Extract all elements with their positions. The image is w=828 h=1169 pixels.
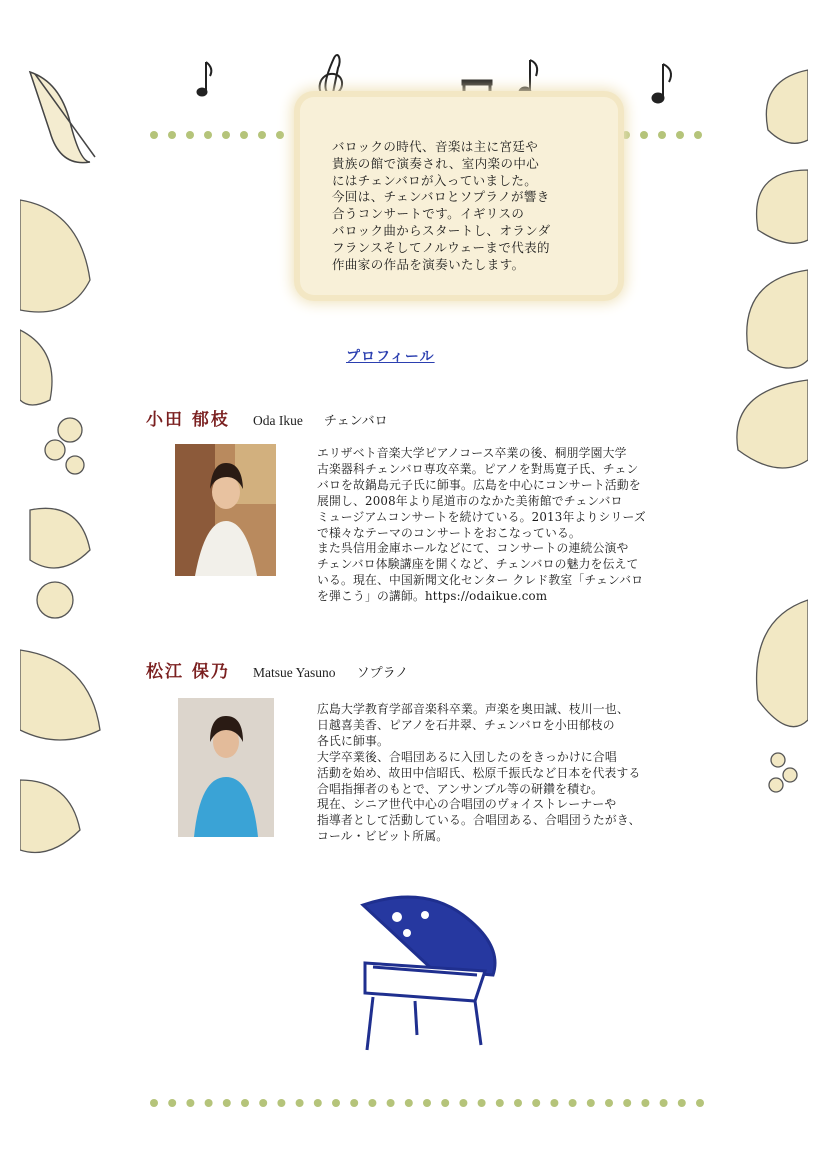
profile-heading: プロフィール	[346, 349, 435, 365]
grand-piano-icon	[345, 885, 515, 1065]
decorative-dot	[241, 1099, 249, 1107]
bio-line: 広島大学教育学部音楽科卒業。声楽を奥田誠、枝川一也、	[317, 702, 629, 716]
eighth-note-icon-2	[652, 64, 671, 103]
performer-name-line	[146, 657, 408, 682]
performer-photo	[175, 444, 276, 576]
decorative-dot	[223, 1099, 231, 1107]
decorative-dot	[514, 1099, 522, 1107]
decorative-dot	[478, 1099, 486, 1107]
bio-line: チェンバロ体験講座を開くなど、チェンバロの魅力を伝えて	[317, 557, 639, 572]
decorative-dot	[532, 1099, 540, 1107]
bio-line: 日越喜美香、ピアノを石井翠、チェンバロを小田郁枝の	[317, 717, 615, 732]
bio-line: エリザベト音楽大学ピアノコース卒業の後、桐朋学園大学	[317, 446, 627, 460]
decorative-dot	[605, 1099, 613, 1107]
bio-line: いる。現在、中国新聞文化センター クレド教室「チェンバロ	[317, 573, 644, 588]
decorative-dot	[423, 1099, 431, 1107]
bio-line: また呉信用金庫ホールなどにて、コンサートの連続公演や	[317, 541, 629, 556]
performer-bio	[317, 702, 640, 845]
performer-photo	[178, 698, 274, 837]
bio-line: 指導者として活動している。合唱団ある、合唱団うたがき、	[317, 813, 641, 828]
decorative-dot	[496, 1099, 504, 1107]
performer-role: ソプラノ	[356, 666, 409, 681]
decorative-dot	[387, 1099, 395, 1107]
performer-role: チェンバロ	[323, 414, 388, 429]
intro-line: 今回は、チェンバロとソプラノが響き	[332, 189, 550, 205]
decorative-dot	[186, 1099, 194, 1107]
performer-name-jp: 小田 郁枝	[146, 410, 230, 430]
decorative-dot	[368, 1099, 376, 1107]
intro-line: 貴族の館で演奏され、室内楽の中心	[332, 155, 540, 171]
decorative-dot	[150, 1099, 158, 1107]
decorative-dot	[459, 1099, 467, 1107]
bio-line: 大学卒業後、合唱団あるに入団したのをきっかけに合唱	[317, 749, 617, 764]
performer-name-line	[146, 405, 388, 430]
decorative-dot	[660, 1099, 668, 1107]
intro-line: にはチェンバロが入っていました。	[332, 172, 538, 188]
left-floral-border	[20, 180, 115, 910]
bio-line: 各氏に師事。	[317, 733, 389, 748]
right-floral-border	[718, 60, 808, 840]
decorative-dot	[405, 1099, 413, 1107]
decorative-dot	[623, 1099, 631, 1107]
eighth-note-icon	[197, 62, 211, 96]
decorative-dot	[569, 1099, 577, 1107]
bio-line: 合唱指揮者のもとで、アンサンブル等の研鑽を積む。	[317, 781, 604, 796]
intro-line: 合うコンサートです。イギリスの	[332, 206, 525, 222]
decorative-dot	[696, 1099, 704, 1107]
decorative-dot	[296, 1099, 304, 1107]
decorative-dot	[332, 1099, 340, 1107]
dotted-line-right	[620, 128, 710, 142]
decorative-dot	[205, 1099, 213, 1107]
bio-line: 活動を始め、故田中信昭氏、松原千振氏など日本を代表する	[317, 765, 641, 780]
decorative-dot	[550, 1099, 558, 1107]
bio-line: ミュージアムコンサートを続けている。2013年よりシリーズ	[317, 509, 646, 524]
decorative-dot	[350, 1099, 358, 1107]
decorative-dot	[277, 1099, 285, 1107]
bio-line: を弾こう」の講師。https://odaikue.com	[317, 589, 548, 604]
decorative-dot	[587, 1099, 595, 1107]
violin-icon	[20, 62, 100, 172]
intro-line: バロック曲からスタートし、オランダ	[332, 222, 551, 238]
bio-line: 展開し、2008年より尾道市のなかた美術館でチェンバロ	[317, 493, 623, 508]
decorative-dot	[678, 1099, 686, 1107]
quarter-note-icon	[519, 60, 537, 97]
performer-name-jp: 松江 保乃	[146, 662, 230, 682]
intro-text	[332, 139, 602, 273]
bio-line: コール・ビビット所属。	[317, 829, 449, 844]
bio-line: 現在、シニア世代中心の合唱団のヴォイストレーナーや	[317, 797, 617, 812]
decorative-dot	[641, 1099, 649, 1107]
decorative-dot	[259, 1099, 267, 1107]
dotted-line-bottom	[146, 1095, 716, 1111]
bio-line: 古楽器科チェンバロ専攻卒業。ピアノを對馬寛子氏、チェン	[317, 461, 639, 476]
intro-line: バロックの時代、音楽は主に宮廷や	[332, 139, 539, 154]
performer-bio	[317, 446, 646, 605]
bio-line: バロを故鍋島元子氏に師事。広島を中心にコンサート活動を	[317, 477, 641, 492]
bio-line: で様々なテーマのコンサートをおこなっている。	[317, 525, 581, 540]
decorative-dot	[168, 1099, 176, 1107]
decorative-dot	[314, 1099, 322, 1107]
dotted-line-left	[148, 128, 298, 142]
performer-name-en: Matsue Yasuno	[253, 665, 336, 680]
intro-line: フランスそしてノルウェーまで代表的	[332, 239, 550, 255]
intro-line: 作曲家の作品を演奏いたします。	[332, 256, 525, 272]
decorative-dot	[441, 1099, 449, 1107]
performer-name-en: Oda Ikue	[253, 413, 303, 428]
